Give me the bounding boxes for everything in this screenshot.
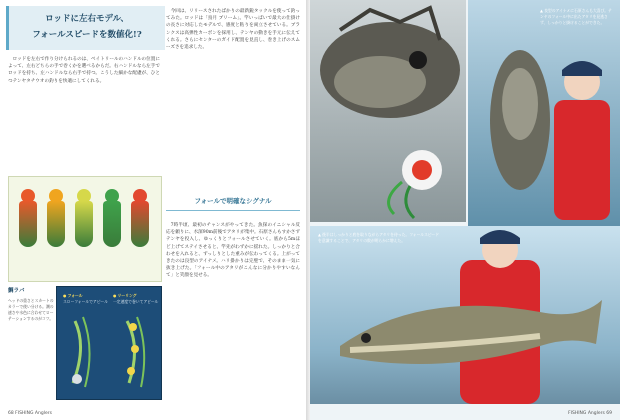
page-number-left: 68 FISHING Anglers: [8, 411, 52, 416]
photo-caption-bottom: ▲ 後半はしっかりと底を取りながらアタリを待った。フォールスピードを意識することで、アタリの数が明らかに増えた。: [318, 232, 440, 243]
action-diagram: [56, 286, 162, 400]
section-subheading: フォールで明確なシグナル: [166, 192, 300, 211]
lure-photo: [8, 176, 162, 282]
lure-item: [129, 189, 151, 249]
page-number-right: FISHING Anglers 69: [568, 411, 612, 416]
lure-item: [73, 189, 95, 249]
lure-skirt: [131, 201, 149, 247]
lure-skirt: [75, 201, 93, 247]
lure-skirt: [103, 201, 121, 247]
left-page: [0, 0, 306, 420]
reel-title: ● リーリング: [113, 293, 137, 298]
lure-caption: ヘッドの重さとスカートのカラーで使い分ける。潮の速さや水色に合わせてローテーションするのがコツ。: [8, 298, 54, 321]
article-title-line1: ロッドに左右モデル、: [45, 14, 129, 24]
lure-heading: 鯛ラバ: [8, 288, 25, 294]
lure-item: [45, 189, 67, 249]
fish-closeup-photo: [310, 0, 466, 222]
fish-with-lure-illustration: [310, 0, 466, 222]
article-title-box: [6, 6, 165, 50]
body-paragraph: ロッドを左右で作り分けられるのは、ベイトリールのハンドルの位置によって、左右どちらの手で巻くかを選べるからだ。右ハンドルなら左手でロッドを持ち、左ハンドルなら右手で持つ。こうした細かな配慮が、ひとつテンヤタチウオの釣りを快適にしてくれる。: [8, 57, 160, 84]
article-title-line2: フォールスピードを数値化!?: [32, 30, 142, 40]
body-paragraph: 今回は、リリースされたばかりの最新鋭タックルを使って釣ってみた。ロッドは「鳥月 ブリーム」。竿いっぱいで最大の仕掛けの長さに対応したモデルで、感度と粘りを両立させている。ブランクスは高弾性カーボンを採用し、テンヤの動きを手元に伝えてくれる。さらにセンターのガイド配置を見直し、巻き上げのスムーズさを追求した。: [166, 9, 300, 51]
body-column-a: [8, 56, 160, 168]
body-paragraph: 7時半頃、最初のチャンスがやってきた。魚探のイニシャル反応を頼りに、水深90m前後でアタリが集中。石原さんもすかさずテンヤを投入し、ゆっくりとフォールさせていく。底から5mほど上げてステイさせると、竿先がわずかに揺れた。しっかりと合わせを入れると、ずっしりとした重みが伝わってくる。上がってきたのは良型のアイナメ。ハリ掛かりは完璧で、そのまま一気に抜き上げた。「フォール中のアタリがこんなに分かりやすいなんて」と笑顔を見せる。: [166, 223, 300, 279]
photo-caption-top: ▲ 良型のアイナメに石原さんも大喜び。テンヤのフォール中に出たアタリを見逃さず、しっかりと掛けることができた。: [540, 8, 612, 25]
reel-description: 一定速度で巻いてアピール: [113, 298, 159, 304]
body-column-c: [166, 222, 300, 408]
body-column-b: [166, 8, 300, 180]
lure-skirt: [19, 201, 37, 247]
lure-skirt: [47, 201, 65, 247]
lure-motion-illustration: [57, 287, 161, 399]
fall-title: ● フォール: [63, 293, 83, 298]
lure-item: [17, 189, 39, 249]
lure-item: [101, 189, 123, 249]
fall-description: スローフォールでアピール: [63, 298, 108, 304]
